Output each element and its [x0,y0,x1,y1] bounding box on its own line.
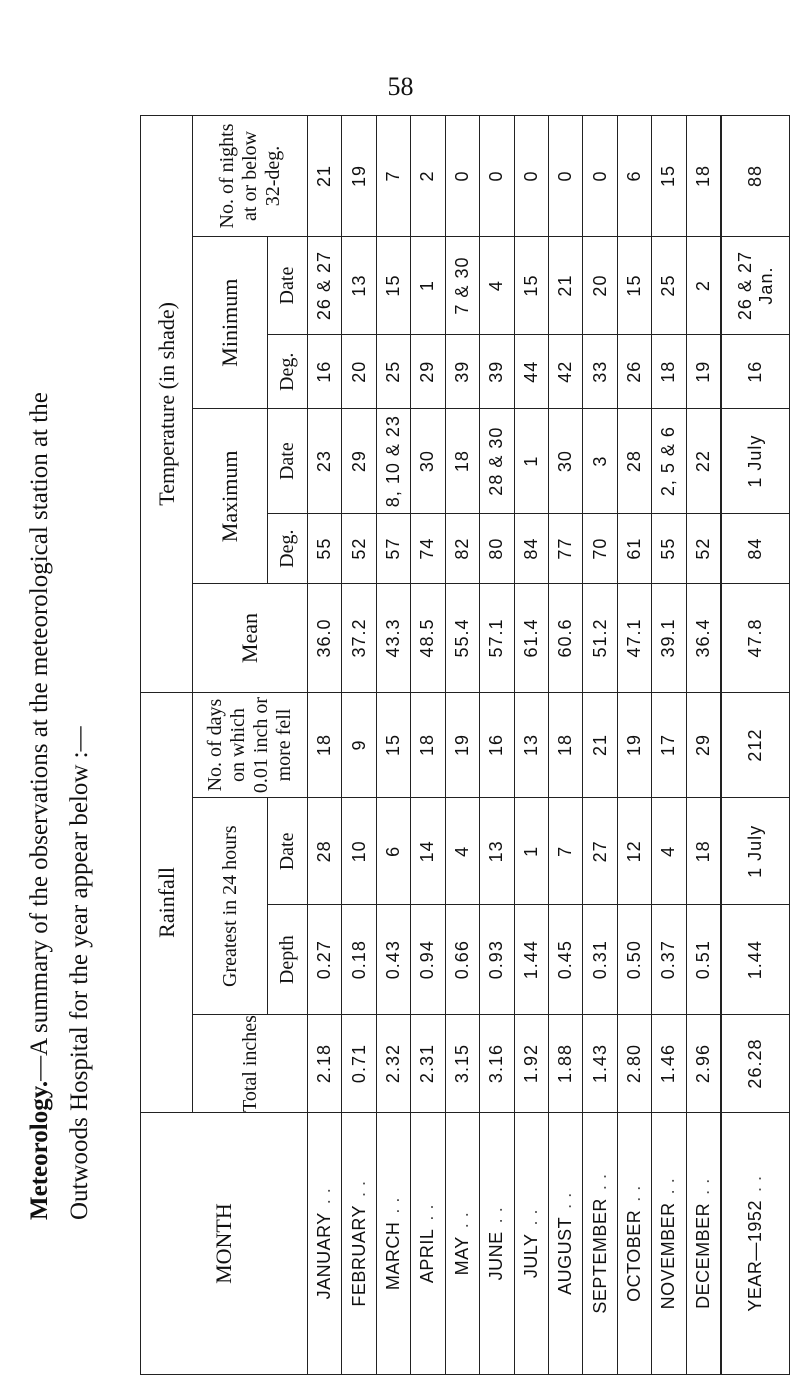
table-row [583,116,617,1375]
col-nights: No. of nights at or below 32-deg. [193,116,308,237]
min-date-cell: 15 [514,236,548,334]
total-inches-cell: 26.28 [721,1014,789,1112]
leader-dots: . . [520,1208,541,1226]
total-inches-cell: 2.18 [308,1014,342,1112]
min-date-cell: 20 [583,236,617,334]
month-cell [721,1113,789,1375]
max-date-cell: 8, 10 & 23 [376,409,410,513]
max-date-cell: 3 [583,409,617,513]
total-inches-cell: 1.88 [548,1014,582,1112]
max-date-cell: 2, 5 & 6 [652,409,686,513]
min-deg-cell: 33 [583,335,617,409]
month-label: JULY [520,1233,541,1279]
min-date-cell: 21 [548,236,582,334]
col-max-date: Date [268,409,308,513]
max-deg-cell: 77 [548,513,582,584]
month-label: MARCH [383,1221,404,1291]
leader-dots: . . [692,1178,713,1195]
max-date-cell: 18 [445,409,479,513]
mean-cell: 60.6 [548,584,582,692]
days-rain-cell: 9 [342,692,376,798]
total-inches-cell: 2.96 [686,1014,721,1112]
meteorology-table-wrapper [140,115,790,1375]
leader-dots: . . [348,1180,369,1197]
month-cell [514,1113,548,1375]
max-date-cell: 1 July [721,409,789,513]
min-deg-cell: 29 [411,335,445,409]
rain-date-cell: 14 [411,798,445,905]
month-label: OCTOBER [624,1209,644,1302]
days-rain-cell: 16 [480,692,514,798]
total-inches-cell: 1.43 [583,1014,617,1112]
min-deg-cell: 16 [308,335,342,409]
mean-cell: 39.1 [652,584,686,692]
max-deg-cell: 70 [583,513,617,584]
col-maximum: Maximum [193,409,268,584]
max-date-cell: 29 [342,409,376,513]
min-date-cell: 15 [617,236,651,334]
depth-cell: 0.45 [548,905,582,1015]
depth-cell: 0.50 [617,905,651,1015]
nights-cell: 21 [308,116,342,237]
col-min-date: Date [268,236,308,334]
max-deg-cell: 55 [308,513,342,584]
table-row [342,116,376,1375]
leader-dots: . . [314,1187,335,1205]
max-date-cell: 23 [308,409,342,513]
min-date-cell: 4 [480,236,514,334]
month-cell [480,1113,514,1375]
leader-dots: . . [624,1185,644,1202]
nights-cell: 18 [686,116,721,237]
min-date-cell: 15 [376,236,410,334]
total-inches-cell: 1.92 [514,1014,548,1112]
max-date-cell: 30 [548,409,582,513]
col-minimum: Minimum [193,236,268,408]
nights-cell: 0 [583,116,617,237]
leader-dots: . . [589,1173,610,1191]
min-deg-cell: 42 [548,335,582,409]
max-deg-cell: 52 [686,513,721,584]
month-label: SEPTEMBER [589,1198,610,1314]
max-deg-cell: 74 [411,513,445,584]
col-days-rain: No. of days on which 0.01 inch or more fell [193,692,308,798]
nights-cell: 19 [342,116,376,237]
month-cell [411,1113,445,1375]
group-temperature: Temperature (in shade) [141,116,193,693]
min-deg-cell: 18 [652,335,686,409]
leader-dots: . . [658,1177,679,1195]
col-greatest-24: Greatest in 24 hours [193,798,268,1015]
rain-date-cell: 1 July [721,798,789,905]
total-inches-cell: 1.46 [652,1014,686,1112]
rain-date-cell: 12 [617,798,651,905]
nights-cell: 7 [376,116,410,237]
days-rain-cell: 15 [376,692,410,798]
month-label: AUGUST [555,1216,576,1295]
leader-dots: . . [383,1197,404,1214]
max-deg-cell: 61 [617,513,651,584]
month-cell [686,1113,721,1375]
month-label: JUNE [486,1231,507,1281]
days-rain-cell: 19 [617,692,651,798]
max-deg-cell: 57 [376,513,410,584]
month-cell [308,1113,342,1375]
depth-cell: 1.44 [514,905,548,1015]
nights-cell: 0 [480,116,514,237]
max-deg-cell: 55 [652,513,686,584]
days-rain-cell: 212 [721,692,789,798]
total-inches-cell: 0.71 [342,1014,376,1112]
heading-line-1 [20,120,60,1220]
depth-cell: 0.51 [686,905,721,1015]
nights-cell: 88 [721,116,789,237]
days-rain-cell: 13 [514,692,548,798]
rain-date-cell: 13 [480,798,514,905]
days-rain-cell: 21 [583,692,617,798]
depth-cell: 0.27 [308,905,342,1015]
rain-date-cell: 7 [548,798,582,905]
total-inches-cell: 3.16 [480,1014,514,1112]
table-row [411,116,445,1375]
nights-cell: 0 [445,116,479,237]
days-rain-cell: 29 [686,692,721,798]
month-label: JANUARY [314,1212,335,1300]
max-deg-cell: 82 [445,513,479,584]
mean-cell: 47.8 [721,584,789,692]
col-min-deg: Deg. [268,335,308,409]
depth-cell: 0.43 [376,905,410,1015]
leader-dots: . . [486,1206,507,1224]
rain-date-cell: 4 [445,798,479,905]
mean-cell: 36.4 [686,584,721,692]
month-cell [652,1113,686,1375]
days-rain-cell: 17 [652,692,686,798]
page-number: 58 [387,72,414,101]
table-row [445,116,479,1375]
month-cell [342,1113,376,1375]
table-row [617,116,651,1375]
rain-date-cell: 27 [583,798,617,905]
min-deg-cell: 39 [445,335,479,409]
mean-cell: 48.5 [411,584,445,692]
group-rainfall: Rainfall [141,692,193,1112]
days-rain-cell: 18 [411,692,445,798]
table-row [480,116,514,1375]
depth-cell: 0.66 [445,905,479,1015]
mean-cell: 57.1 [480,584,514,692]
leader-dots: . . [555,1192,576,1209]
min-date-cell: 13 [342,236,376,334]
max-date-cell: 28 [617,409,651,513]
total-inches-cell: 2.32 [376,1014,410,1112]
nights-cell: 0 [548,116,582,237]
month-label: NOVEMBER [658,1202,679,1310]
month-cell [376,1113,410,1375]
rain-date-cell: 4 [652,798,686,905]
rain-date-cell: 10 [342,798,376,905]
col-rain-date: Date [268,798,308,905]
month-cell [617,1113,651,1375]
mean-cell: 37.2 [342,584,376,692]
col-depth: Depth [268,905,308,1015]
rain-date-cell: 1 [514,798,548,905]
total-inches-cell: 3.15 [445,1014,479,1112]
rain-date-cell: 6 [376,798,410,905]
leader-dots: . . [417,1204,438,1221]
mean-cell: 43.3 [376,584,410,692]
month-label: DECEMBER [692,1202,713,1309]
nights-cell: 2 [411,116,445,237]
col-total-inches: Total inches [193,1014,308,1112]
month-label: MAY [451,1236,472,1276]
rain-date-cell: 18 [686,798,721,905]
table-row [514,116,548,1375]
depth-cell: 0.37 [652,905,686,1015]
min-deg-cell: 20 [342,335,376,409]
depth-cell: 1.44 [721,905,789,1015]
col-month: MONTH [141,1113,308,1375]
heading-line-2: Outwoods Hospital for the year appear below :— [66,726,93,1220]
max-date-cell: 28 & 30 [480,409,514,513]
total-inches-cell: 2.31 [411,1014,445,1112]
month-label: FEBRUARY [348,1204,369,1307]
leader-dots: . . [451,1211,472,1229]
month-cell [548,1113,582,1375]
max-date-cell: 22 [686,409,721,513]
meteorology-table [140,115,790,1375]
min-date-cell: 7 & 30 [445,236,479,334]
month-label: YEAR—1952 [745,1200,766,1312]
depth-cell: 0.31 [583,905,617,1015]
mean-cell: 47.1 [617,584,651,692]
table-row [548,116,582,1375]
mean-cell: 55.4 [445,584,479,692]
days-rain-cell: 18 [548,692,582,798]
max-date-cell: 1 [514,409,548,513]
mean-cell: 51.2 [583,584,617,692]
month-label: APRIL [417,1228,438,1284]
days-rain-cell: 18 [308,692,342,798]
max-date-cell: 30 [411,409,445,513]
nights-cell: 15 [652,116,686,237]
col-max-deg: Deg. [268,513,308,584]
min-date-cell: 1 [411,236,445,334]
min-date-cell: 26 & 27 Jan. [721,236,789,334]
leader-dots: . . [745,1175,766,1193]
rain-date-cell: 28 [308,798,342,905]
table-row [308,116,342,1375]
year-row [721,116,789,1375]
depth-cell: 0.93 [480,905,514,1015]
mean-cell: 36.0 [308,584,342,692]
min-deg-cell: 39 [480,335,514,409]
heading-bold: Meteorology. [26,1080,53,1220]
month-cell [445,1113,479,1375]
table-row [652,116,686,1375]
days-rain-cell: 19 [445,692,479,798]
min-deg-cell: 25 [376,335,410,409]
min-deg-cell: 26 [617,335,651,409]
min-deg-cell: 44 [514,335,548,409]
heading-rest: —A summary of the observations at the meteorological station at the [26,392,53,1081]
max-deg-cell: 84 [514,513,548,584]
nights-cell: 0 [514,116,548,237]
table-row [376,116,410,1375]
min-deg-cell: 16 [721,335,789,409]
min-date-cell: 26 & 27 [308,236,342,334]
max-deg-cell: 52 [342,513,376,584]
col-mean: Mean [193,584,308,692]
max-deg-cell: 80 [480,513,514,584]
min-date-cell: 25 [652,236,686,334]
month-cell [583,1113,617,1375]
total-inches-cell: 2.80 [617,1014,651,1112]
nights-cell: 6 [617,116,651,237]
min-date-cell: 2 [686,236,721,334]
depth-cell: 0.18 [342,905,376,1015]
table-body [308,116,790,1375]
min-deg-cell: 19 [686,335,721,409]
max-deg-cell: 84 [721,513,789,584]
table-row [686,116,721,1375]
depth-cell: 0.94 [411,905,445,1015]
mean-cell: 61.4 [514,584,548,692]
